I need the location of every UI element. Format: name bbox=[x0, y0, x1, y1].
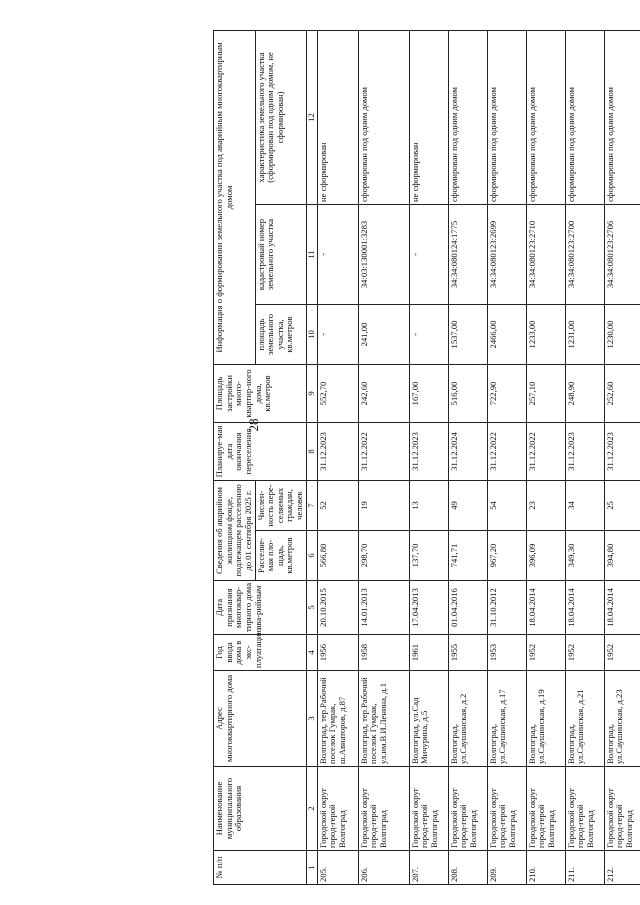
header-group-emergency: Сведения об аварийном жилищном фонде, подлежащем расселению до 01 сентября 2025 г. bbox=[214, 480, 256, 580]
header-built-area: Площадь застройки много-квартир-ного дома, кв.метров bbox=[214, 364, 307, 422]
cell-address: Волгоград, ул.Саушинская, д.19 bbox=[526, 671, 565, 767]
index-cell: 4 bbox=[306, 635, 317, 671]
table-row bbox=[358, 30, 409, 884]
cell-land-area: 241,00 bbox=[358, 304, 409, 364]
cell-characteristic: сформирован под одним домом bbox=[604, 30, 640, 204]
index-cell: 11 bbox=[306, 204, 317, 304]
header-address: Адрес многоквартирного дома bbox=[214, 671, 307, 767]
resettlement-table bbox=[213, 30, 640, 885]
cell-municipality: Городской округ город-герой Волгоград bbox=[317, 767, 358, 851]
header-municipality: Наименование муниципального образования bbox=[214, 767, 307, 851]
cell-built-area: 252,60 bbox=[604, 364, 640, 422]
cell-num: 206. bbox=[358, 851, 409, 885]
cell-address: Волгоград, ул.Саушинская, д.23 bbox=[604, 671, 640, 767]
cell-land-area: 1537,00 bbox=[448, 304, 487, 364]
cell-area-resettle: 298,70 bbox=[358, 531, 409, 581]
cell-built-area: 552,70 bbox=[317, 364, 358, 422]
cell-municipality: Городской округ город-герой Волгоград bbox=[448, 767, 487, 851]
index-cell: 9 bbox=[306, 364, 317, 422]
cell-area-resettle: 394,80 bbox=[604, 531, 640, 581]
index-cell: 1 bbox=[306, 851, 317, 885]
cell-residents: 19 bbox=[358, 480, 409, 530]
cell-municipality: Городской округ город-герой Волгоград bbox=[604, 767, 640, 851]
cell-residents: 23 bbox=[526, 480, 565, 530]
cell-year: 1961 bbox=[409, 635, 448, 671]
cell-cadastral: 34:34:080123:2699 bbox=[487, 204, 526, 304]
cell-num: 208. bbox=[448, 851, 487, 885]
cell-address: Волгоград, ул.Саушинская, д.21 bbox=[565, 671, 604, 767]
table-row bbox=[565, 30, 604, 884]
cell-recognition-date: 14.01.2013 bbox=[358, 581, 409, 635]
index-cell: 2 bbox=[306, 767, 317, 851]
cell-cadastral: 34:34:080123:2710 bbox=[526, 204, 565, 304]
cell-planned-date: 31.12.2023 bbox=[317, 422, 358, 480]
cell-built-area: 167,00 bbox=[409, 364, 448, 422]
cell-characteristic: не сформирован bbox=[409, 30, 448, 204]
index-cell: 12 bbox=[306, 30, 317, 204]
cell-land-area: 2466,00 bbox=[487, 304, 526, 364]
cell-year: 1958 bbox=[358, 635, 409, 671]
cell-municipality: Городской округ город-герой Волгоград bbox=[526, 767, 565, 851]
cell-characteristic: сформирован под одним домом bbox=[526, 30, 565, 204]
cell-planned-date: 31.12.2023 bbox=[604, 422, 640, 480]
cell-recognition-date: 18.04.2014 bbox=[526, 581, 565, 635]
cell-planned-date: 31.12.2022 bbox=[526, 422, 565, 480]
cell-municipality: Городской округ город-герой Волгоград bbox=[487, 767, 526, 851]
cell-cadastral: 34:03:130001:3283 bbox=[358, 204, 409, 304]
header-year: Год ввода дома в экс-плуатацию bbox=[214, 635, 307, 671]
table-row bbox=[526, 30, 565, 884]
header-cadastral: кадастровый номер земельного участка bbox=[255, 204, 306, 304]
cell-num: 209. bbox=[487, 851, 526, 885]
cell-land-area: 1231,00 bbox=[565, 304, 604, 364]
cell-year: 1955 bbox=[448, 635, 487, 671]
header-recognition-date: Дата признания многоквар-тирного дома ава-рийным bbox=[214, 581, 307, 635]
table-row bbox=[487, 30, 526, 884]
cell-num: 212. bbox=[604, 851, 640, 885]
cell-year: 1952 bbox=[565, 635, 604, 671]
header-planned-date: Планируе-мая дата окончания переселения bbox=[214, 422, 307, 480]
cell-municipality: Городской округ город-герой Волгоград bbox=[358, 767, 409, 851]
cell-num: 207. bbox=[409, 851, 448, 885]
cell-cadastral: - bbox=[317, 204, 358, 304]
cell-land-area: - bbox=[317, 304, 358, 364]
index-cell: 3 bbox=[306, 671, 317, 767]
cell-year: 1956 bbox=[317, 635, 358, 671]
cell-area-resettle: 566,80 bbox=[317, 531, 358, 581]
cell-area-resettle: 741,71 bbox=[448, 531, 487, 581]
cell-recognition-date: 20.10.2015 bbox=[317, 581, 358, 635]
table-row bbox=[409, 30, 448, 884]
cell-year: 1953 bbox=[487, 635, 526, 671]
cell-land-area: 1230,00 bbox=[604, 304, 640, 364]
cell-planned-date: 31.12.2022 bbox=[358, 422, 409, 480]
table-row bbox=[448, 30, 487, 884]
cell-land-area: 1233,00 bbox=[526, 304, 565, 364]
cell-cadastral: - bbox=[409, 204, 448, 304]
cell-planned-date: 31.12.2023 bbox=[565, 422, 604, 480]
table-row bbox=[317, 30, 358, 884]
header-land-area: площадь земельного участка, кв.метров bbox=[255, 304, 306, 364]
cell-characteristic: сформирован под одним домом bbox=[565, 30, 604, 204]
column-index-row bbox=[306, 30, 317, 884]
cell-recognition-date: 01.04.2016 bbox=[448, 581, 487, 635]
index-cell: 6 bbox=[306, 531, 317, 581]
cell-built-area: 516,00 bbox=[448, 364, 487, 422]
cell-planned-date: 31.12.2023 bbox=[409, 422, 448, 480]
cell-cadastral: 34:34:080124:1775 bbox=[448, 204, 487, 304]
cell-num: 211. bbox=[565, 851, 604, 885]
cell-residents: 34 bbox=[565, 480, 604, 530]
cell-characteristic: сформирован под одним домом bbox=[487, 30, 526, 204]
cell-address: Волгоград, ул.Саушинская, д.2 bbox=[448, 671, 487, 767]
table-row bbox=[604, 30, 640, 884]
cell-num: 205. bbox=[317, 851, 358, 885]
cell-residents: 49 bbox=[448, 480, 487, 530]
cell-built-area: 242,60 bbox=[358, 364, 409, 422]
cell-built-area: 248,90 bbox=[565, 364, 604, 422]
cell-characteristic: сформирован под одним домом bbox=[358, 30, 409, 204]
cell-planned-date: 31.12.2024 bbox=[448, 422, 487, 480]
cell-recognition-date: 18.04.2014 bbox=[604, 581, 640, 635]
cell-address: Волгоград, ул.Саушинская, д.17 bbox=[487, 671, 526, 767]
cell-planned-date: 31.12.2022 bbox=[487, 422, 526, 480]
index-cell: 5 bbox=[306, 581, 317, 635]
header-area-resettle: Расселяе-мая пло-щадь, кв.метров bbox=[255, 531, 306, 581]
cell-residents: 13 bbox=[409, 480, 448, 530]
cell-residents: 52 bbox=[317, 480, 358, 530]
cell-residents: 25 bbox=[604, 480, 640, 530]
cell-built-area: 722,90 bbox=[487, 364, 526, 422]
cell-built-area: 257,10 bbox=[526, 364, 565, 422]
cell-land-area: - bbox=[409, 304, 448, 364]
cell-recognition-date: 31.10.2012 bbox=[487, 581, 526, 635]
cell-address: Волгоград, тер.Рабочий поселок Гумрак, ул.им.В.И.Ленина, д.1 bbox=[358, 671, 409, 767]
cell-characteristic: сформирован под одним домом bbox=[448, 30, 487, 204]
index-cell: 10 bbox=[306, 304, 317, 364]
cell-address: Волгоград, тер.Рабочий поселок Гумрак, ш.Авиаторов, д.87 bbox=[317, 671, 358, 767]
cell-municipality: Городской округ город-герой Волгоград bbox=[565, 767, 604, 851]
cell-area-resettle: 349,30 bbox=[565, 531, 604, 581]
cell-area-resettle: 137,70 bbox=[409, 531, 448, 581]
header-residents: Числен-ность пере-селяемых граждан, человек bbox=[255, 480, 306, 530]
cell-characteristic: не сформирован bbox=[317, 30, 358, 204]
cell-recognition-date: 18.04.2014 bbox=[565, 581, 604, 635]
cell-cadastral: 34:34:080123:2706 bbox=[604, 204, 640, 304]
index-cell: 7 bbox=[306, 480, 317, 530]
header-characteristic: характеристика земельного участка (сформирован под одним домом, не сформирован) bbox=[255, 30, 306, 204]
cell-recognition-date: 17.04.2013 bbox=[409, 581, 448, 635]
cell-area-resettle: 967,20 bbox=[487, 531, 526, 581]
cell-num: 210. bbox=[526, 851, 565, 885]
page-number: 28 bbox=[246, 418, 261, 432]
cell-residents: 54 bbox=[487, 480, 526, 530]
cell-municipality: Городской округ город-герой Волгоград bbox=[409, 767, 448, 851]
cell-year: 1952 bbox=[526, 635, 565, 671]
cell-year: 1952 bbox=[604, 635, 640, 671]
cell-cadastral: 34:34:080123:2700 bbox=[565, 204, 604, 304]
header-num: № п/п bbox=[214, 851, 307, 885]
header-group-land: Информация о формировании земельного участка под аварийным многоквартирным домом bbox=[214, 30, 256, 364]
cell-area-resettle: 396,09 bbox=[526, 531, 565, 581]
header-row-top bbox=[214, 30, 256, 884]
cell-address: Волгоград, ул.Сад Мичурина, д.5 bbox=[409, 671, 448, 767]
index-cell: 8 bbox=[306, 422, 317, 480]
